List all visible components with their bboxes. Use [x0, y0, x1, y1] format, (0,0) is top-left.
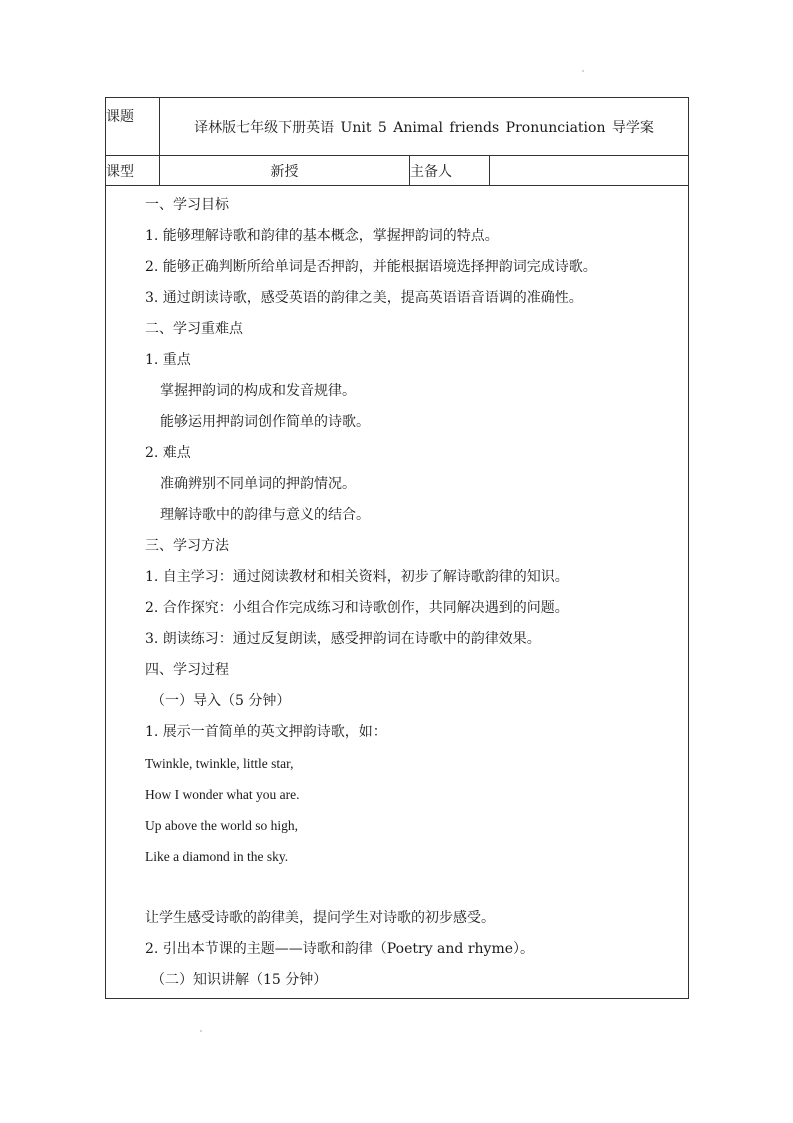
content-cell [106, 186, 689, 999]
difficulty-item: 理解诗歌中的韵律与意义的结合。 [160, 507, 370, 523]
section-objectives-title: 一、学习目标 [145, 197, 229, 213]
objective-item: 2. 能够正确判断所给单词是否押韵，并能根据语境选择押韵词完成诗歌。 [145, 259, 597, 275]
host-label: 主备人 [410, 156, 490, 186]
method-item: 3. 朗读练习：通过反复朗读，感受押韵词在诗歌中的韵律效果。 [145, 631, 541, 647]
objective-item: 3. 通过朗读诗歌，感受英语的韵律之美，提高英语语音语调的准确性。 [145, 290, 583, 306]
poem-line: Up above the world so high, [145, 818, 298, 833]
poem-line: How I wonder what you are. [145, 787, 300, 802]
type-row [106, 156, 689, 186]
method-item: 2. 合作探究：小组合作完成练习和诗歌创作，共同解决遇到的问题。 [145, 600, 569, 616]
spacer [145, 872, 688, 903]
scan-dot [582, 70, 584, 72]
difficulty-item: 准确辨别不同单词的押韵情况。 [160, 476, 356, 492]
topic-label: 课题 [106, 98, 160, 156]
objective-item: 1. 能够理解诗歌和韵律的基本概念，掌握押韵词的特点。 [145, 228, 499, 244]
method-item: 1. 自主学习：通过阅读教材和相关资料，初步了解诗歌韵律的知识。 [145, 569, 569, 585]
content-row [106, 186, 689, 999]
section-process-title: 四、学习过程 [145, 662, 229, 678]
process-step: 1. 展示一首简单的英文押韵诗歌，如： [145, 724, 387, 740]
section-methods-title: 三、学习方法 [145, 538, 229, 554]
lesson-plan-table [105, 97, 689, 999]
host-value [490, 156, 689, 186]
poem-line: Like a diamond in the sky. [145, 849, 289, 864]
type-value: 新授 [160, 156, 410, 186]
difficulty-subtitle: 2. 难点 [145, 445, 191, 461]
section-keypoints-title: 二、学习重难点 [145, 321, 243, 337]
type-label: 课型 [106, 156, 160, 186]
process-note: 让学生感受诗歌的韵律美，提问学生对诗歌的初步感受。 [145, 910, 495, 926]
keypoint-item: 掌握押韵词的构成和发音规律。 [160, 383, 356, 399]
keypoint-subtitle: 1. 重点 [145, 352, 191, 368]
process-part-title: （二）知识讲解（15 分钟） [151, 972, 328, 988]
process-part-title: （一）导入（5 分钟） [151, 693, 291, 709]
topic-row [106, 98, 689, 156]
scan-dot [200, 1030, 202, 1032]
topic-title: 译林版七年级下册英语 Unit 5 Animal friends Pronunciation 导学案 [160, 98, 689, 156]
content-body [106, 186, 688, 996]
poem-line: Twinkle, twinkle, little star, [145, 756, 294, 771]
keypoint-item: 能够运用押韵词创作简单的诗歌。 [160, 414, 370, 430]
process-step: 2. 引出本节课的主题——诗歌和韵律（Poetry and rhyme）。 [145, 941, 535, 957]
